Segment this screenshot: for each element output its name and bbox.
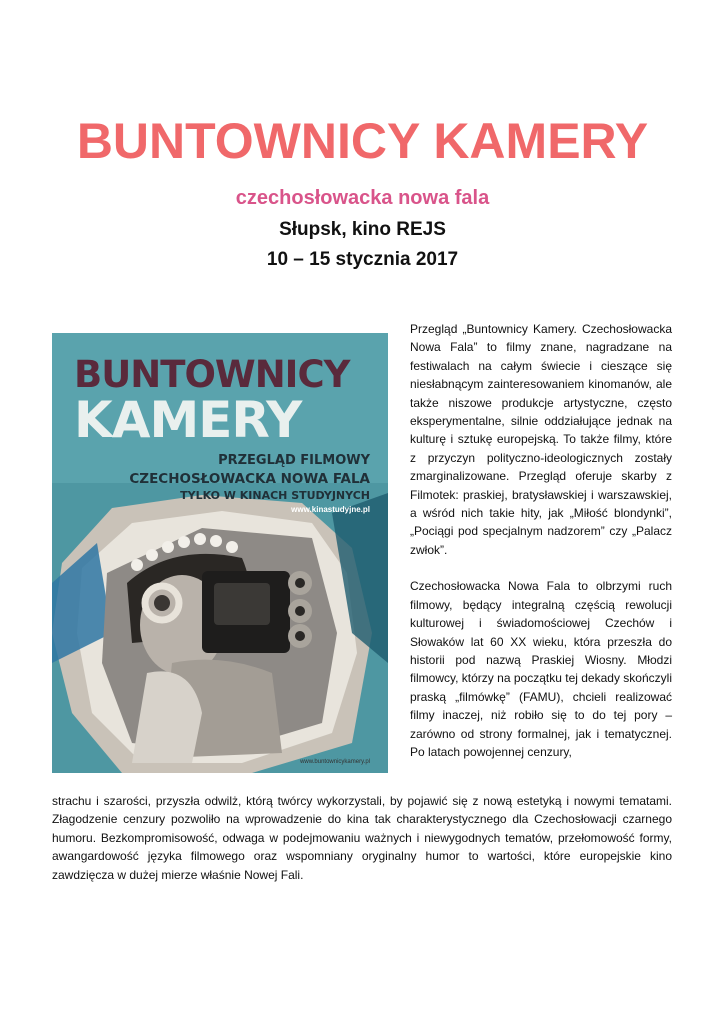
poster-subtitle-3: TYLKO W KINACH STUDYJNYCH [180,489,370,502]
venue: Słupsk, kino REJS [279,219,446,240]
paragraph-2-start: Czechosłowacka Nowa Fala to olbrzymi ruch filmowy, będący integralną częścią rewolucji kulturowej i świadomościowej Czechów i Słowaków lat 60 XX wieku, która przeszła do historii pod nazwą Praskiej Wiosny. Młodzi filmowcy, którzy na początku tej dekady skończyli praską „filmówkę” (FAMU), chcieli realizować filmy inaczej, niż robiło się to do tej pory – zarówno od strony formalnej, jak i tematycznej. Po latach powojennej cenzury, [410,579,672,759]
poster-subtitle-1: PRZEGLĄD FILMOWY [218,453,370,468]
poster-title-line1: BUNTOWNICY [74,353,350,396]
paragraph-2-end: strachu i szarości, przyszła odwilż, którą twórcy wykorzystali, by pojawić się z nową estetyką i nowymi tematami. Złagodzenie cenzury pozwoliło na wprowadzenie do kina tak charakterystycznego dla Czechosłowacji czarnego humoru. Bezkompromisowość, odwaga w podejmowaniu ważnych i niewygodnych tematów, przełomowość formy, awangardowość języka filmowego oraz wspomniany oryginalny humor to wartości, które europejskie kino zawdzięcza w dużej mierze właśnie Nowej Fali. [52,794,672,882]
festival-poster [52,333,388,773]
text-full-width [52,792,672,884]
poster-url-bottom: www.buntownicykamery.pl [300,759,370,765]
page-title: BUNTOWNICY KAMERY [76,113,649,169]
poster-subtitle-2: CZECHOSŁOWACKA NOWA FALA [129,471,370,487]
poster-url-top: www.kinastudyjne.pl [291,505,370,514]
event-dates: 10 – 15 stycznia 2017 [266,249,459,270]
text-column [410,320,672,779]
page-subtitle: czechosłowacka nowa fala [235,187,490,209]
paragraph-1: Przegląd „Buntownicy Kamery. Czechosłowacka Nowa Fala” to filmy znane, nagradzane na festiwalach na całym świecie i cieszące się niesłabnącym zainteresowaniem kinomanów, ale także niszowe produkcje artystyczne, często eksperymentalne, silnie oddziałujące jednak na kulturę i sztukę europejską. To także filmy, które z przyczyn polityczno-ideologicznych zostały zmarginalizowane. Przegląd oferuje skarby z Filmotek: praskiej, bratysławskiej i warszawskiej, a wśród nich takie hity, jak „Miłość blondynki”, „Pociągi pod specjalnym nadzorem” czy „Palacz zwłok”. [410,322,672,557]
poster-title-line2: KAMERY [74,391,302,449]
